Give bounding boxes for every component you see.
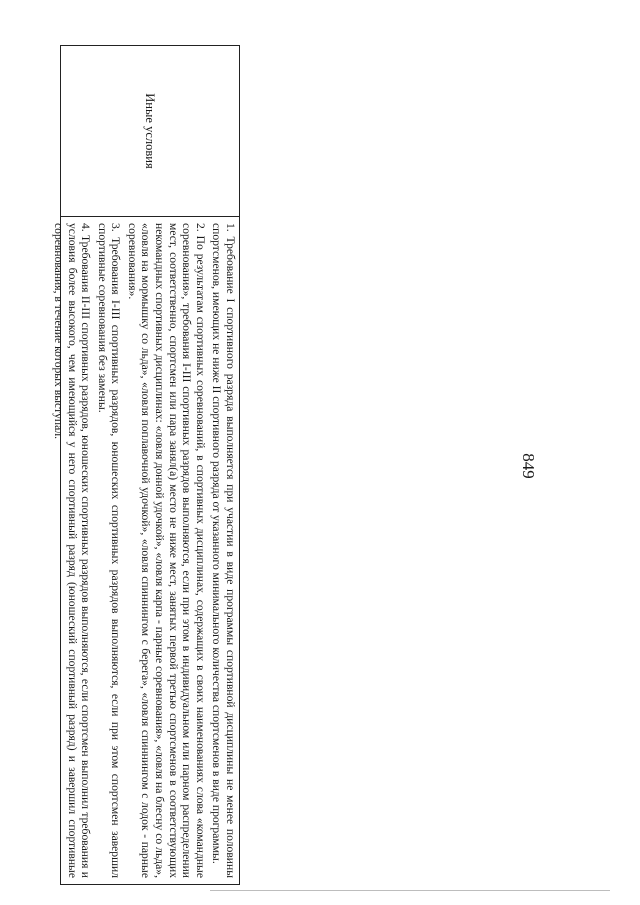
conditions-table-body bbox=[52, 45, 240, 885]
condition-item: 2. По результатам спортивных соревнований, в спортивных дисциплинах, содержащих в своих наименованиях слова «командные соревнования», требования I-III спортивных разрядов выполняются, если при этом в индивидуальном или парном распределении мест, соответственно, спортсмен или пара занял(а) место не ниже мест, занятых первой третью спортсменов в соответствующих некомандных спортивных дисциплинах: «ловля донной удочкой», «ловля карпа - парные соревнования», «ловля на блесну со льда», «ловля на мормышку со льда», «ловля поплавочной удочкой», «ловля спиннингом с берега», «ловля спиннингом с лодок - парные соревнования». bbox=[125, 223, 208, 878]
row-label-other-conditions: Иные условия bbox=[61, 46, 239, 217]
page-number: 849 bbox=[519, 453, 538, 479]
conditions-list bbox=[52, 217, 239, 884]
bottom-divider bbox=[210, 890, 610, 891]
condition-item: 1. Требование I спортивного разряда выполняется при участии в виде программы спортивной дисциплины не менее половины спортсменов, имеющих не ниже II спортивного разряда от указанного минимального количества спортсменов в виде программы. bbox=[210, 223, 237, 878]
condition-item: 3. Требования I-III спортивных разрядов, юношеских спортивных разрядов выполняются, если при этом спортсмен завершил спортивные соревнования без замены. bbox=[95, 223, 123, 878]
conditions-table bbox=[52, 45, 240, 885]
condition-item: 4. Требования II-III спортивных разрядов, юношеских спортивных разрядов выполняются, если спортсмен выполнил требования и условия более высокого, чем имеющийся у него спортивный разряд (юношеский спортивный разряд) и завершил спортивные соревнования, в течение которых выступал. bbox=[52, 223, 93, 878]
